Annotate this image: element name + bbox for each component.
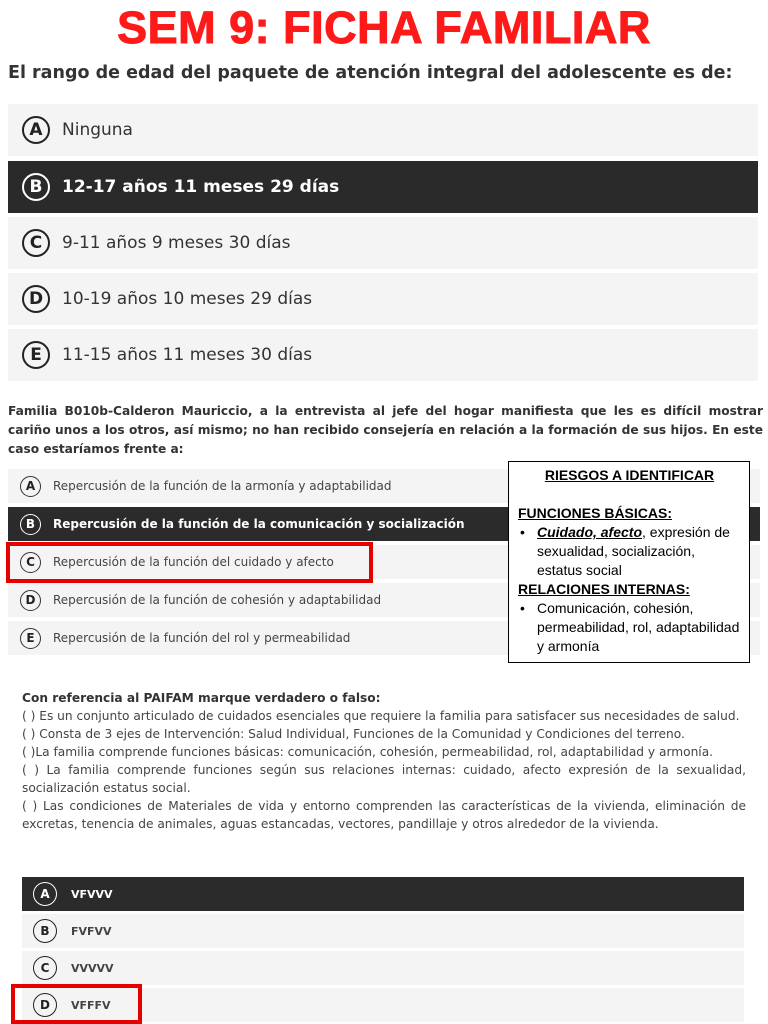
q3-option-a-letter: A [33, 882, 57, 906]
q3-option-a[interactable] [22, 877, 744, 911]
q1-option-c[interactable] [8, 217, 758, 269]
q3-option-c-label: VVVVV [71, 961, 114, 975]
q1-option-a[interactable] [8, 104, 758, 156]
q1-option-e-letter: E [22, 341, 50, 369]
q2-option-c-letter: C [20, 552, 41, 573]
question3-statement: ( ) Es un conjunto articulado de cuidados esenciales que requiere la familia para satisfacer sus necesidades de salud. [22, 709, 740, 723]
q1-option-b-label: 12-17 años 11 meses 29 días [62, 177, 340, 197]
q1-option-a-label: Ninguna [62, 120, 133, 140]
q3-option-c-letter: C [33, 956, 57, 980]
question1-text: El rango de edad del paquete de atención integral del adolescente es de: [8, 63, 733, 83]
q1-option-d[interactable] [8, 273, 758, 325]
note-heading: RIESGOS A IDENTIFICAR [544, 467, 715, 483]
question3-statement: ( ) Consta de 3 ejes de Intervención: Salud Individual, Funciones de la Comunidad y Condiciones del terreno. [22, 727, 685, 741]
q2-option-e-label: Repercusión de la función del rol y permeabilidad [53, 631, 351, 645]
q1-option-d-label: 10-19 años 10 meses 29 días [62, 289, 313, 309]
question3-block [22, 689, 746, 833]
q3-option-d-letter: D [33, 993, 57, 1017]
note-item-basic-functions [518, 523, 741, 580]
q3-option-b-label: FVFVV [71, 924, 112, 938]
q1-option-c-label: 9-11 años 9 meses 30 días [62, 233, 291, 253]
q2-option-d-letter: D [20, 590, 41, 611]
q3-option-c[interactable] [22, 951, 744, 985]
note-section-internal-relations: RELACIONES INTERNAS: [518, 581, 690, 597]
q1-option-d-letter: D [22, 285, 50, 313]
page-title: SEM 9: FICHA FAMILIAR [117, 2, 651, 53]
question2-text: Familia B010b-Calderon Mauriccio, a la entrevista al jefe del hogar manifiesta que les es difícil mostrar cariño unos a los otros, así mismo; no han recibido consejería en relación a la formación de sus hijos. En este caso estaríamos frente a: [8, 404, 763, 456]
q3-option-d-label: VFFFV [71, 998, 111, 1012]
q1-option-e[interactable] [8, 329, 758, 381]
q3-option-b-letter: B [33, 919, 57, 943]
risks-note-box [508, 461, 750, 663]
q2-option-c-label: Repercusión de la función del cuidado y afecto [53, 555, 334, 569]
note-section-basic-functions: FUNCIONES BÁSICAS: [518, 505, 673, 521]
question3-statement: ( ) La familia comprende funciones según sus relaciones internas: cuidado, afecto expresión de la sexualidad, socialización estatus social. [22, 763, 746, 795]
q1-option-a-letter: A [22, 116, 50, 144]
q1-option-c-letter: C [22, 229, 50, 257]
q2-option-e-letter: E [20, 628, 41, 649]
q2-option-d-label: Repercusión de la función de cohesión y adaptabilidad [53, 593, 382, 607]
q1-option-e-label: 11-15 años 11 meses 30 días [62, 345, 313, 365]
answer-highlight-box [6, 542, 373, 583]
q2-option-b-label: Repercusión de la función de la comunicación y socialización [53, 517, 465, 531]
answer-highlight-box [11, 984, 142, 1024]
q2-option-b-letter: B [20, 514, 41, 535]
q2-option-a-label: Repercusión de la función de la armonía y adaptabilidad [53, 479, 392, 493]
q2-option-a-letter: A [20, 476, 41, 497]
note-item-rest: , expresión de sexualidad, socialización, estatus social [537, 524, 730, 578]
q3-option-b[interactable] [22, 914, 744, 948]
q3-option-a-label: VFVVV [71, 887, 113, 901]
note-item-internal-relations: • Comunicación, cohesión, permeabilidad, rol, adaptabilidad y armonía [518, 599, 741, 656]
note-item-emphasis: Cuidado, afecto [537, 524, 643, 540]
question3-heading: Con referencia al PAIFAM marque verdadero o falso: [22, 691, 381, 705]
question3-statement: ( ) Las condiciones de Materiales de vida y entorno comprenden las características de la vivienda, eliminación de excretas, tenencia de animales, aguas estancadas, vectores, pandillaje y otros alrededor de la vivienda. [22, 799, 746, 831]
q1-option-b[interactable] [8, 161, 758, 213]
q1-option-b-letter: B [22, 173, 50, 201]
question3-statement: ( )La familia comprende funciones básicas: comunicación, cohesión, permeabilidad, rol, adaptabilidad y armonía. [22, 745, 714, 759]
